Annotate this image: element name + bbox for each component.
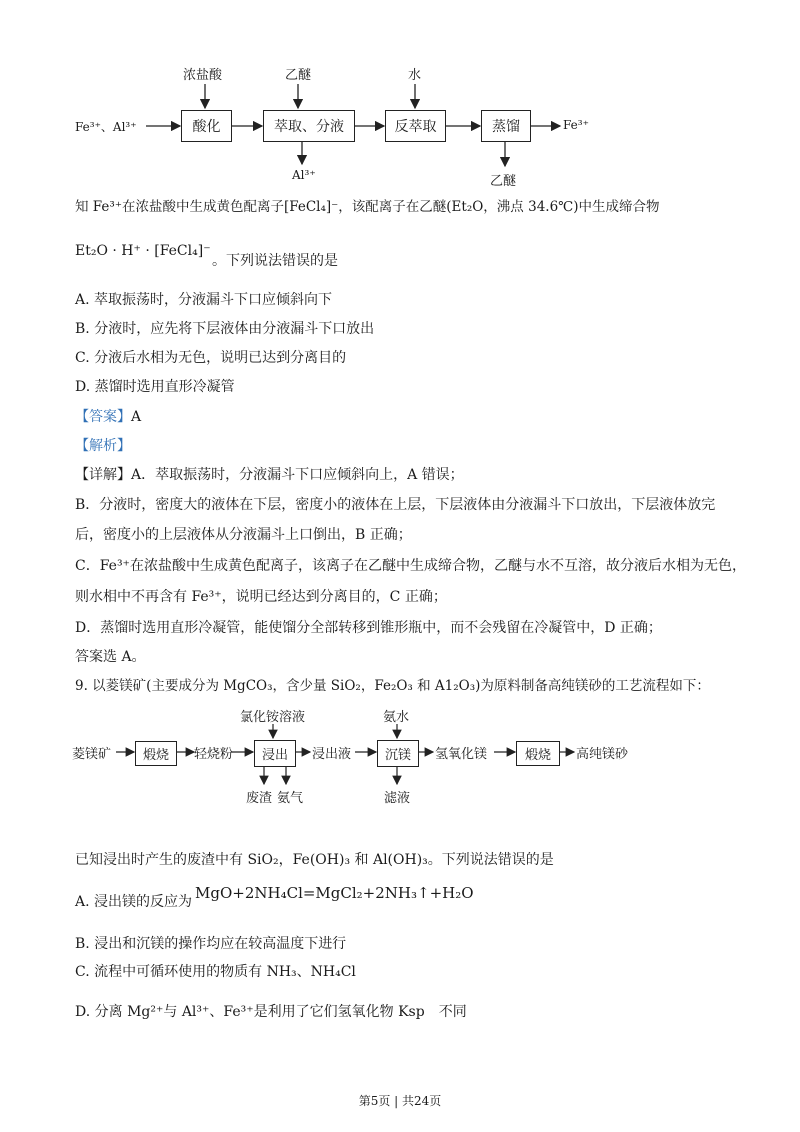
- flow1-right-label: Fe³⁺: [563, 118, 589, 132]
- flow2-output-filtrate: 滤液: [384, 791, 411, 806]
- explanation-line-4: C．Fe³⁺在浓盐酸中生成黄色配离子，该离子在乙醚中生成缔合物，乙醚与水不互溶，故分液后水相为无色，: [75, 558, 746, 574]
- flow2-mid-3: 氢氧化镁: [435, 747, 488, 762]
- flow2-box-calcine-1: 煅烧: [135, 741, 177, 766]
- q9-known: 已知浸出时产生的废渣中有 SiO₂，Fe(OH)₃ 和 Al(OH)₃。下列说法错误的是: [75, 852, 554, 868]
- analysis-label: 【解析】: [75, 438, 131, 454]
- flow1-input-water: 水: [408, 68, 422, 83]
- flow2-box-leach: 浸出: [254, 740, 296, 767]
- flow1-input-ether: 乙醚: [285, 68, 312, 83]
- q8-formula: Et₂O · H⁺ · [FeCl₄]⁻: [75, 243, 211, 259]
- q8-answer-line: [75, 408, 141, 426]
- flow1-box-distill: 蒸馏: [481, 110, 531, 142]
- answer-label: 【答案】: [75, 409, 131, 425]
- explanation-line-1: 【详解】A．萃取振荡时，分液漏斗下口应倾斜向上，A 错误；: [75, 467, 464, 483]
- flow1-box-extract: 萃取、分液: [263, 110, 355, 142]
- q9-option-a-prefix: A. 浸出镁的反应为: [75, 894, 193, 910]
- flow2-box-calcine-2: 煅烧: [516, 741, 560, 766]
- flow2-input-ammonia: 氨水: [383, 710, 410, 725]
- q8-option-b: B. 分液时，应先将下层液体由分液漏斗下口放出: [75, 321, 375, 337]
- explanation-line-5: 则水相中不再含有 Fe³⁺，说明已经达到分离目的，C 正确；: [75, 589, 447, 605]
- explanation-line-6: D．蒸馏时选用直形冷凝管，能使馏分全部转移到锥形瓶中，而不会残留在冷凝管中，D 正确；: [75, 620, 662, 636]
- q8-option-d: D. 蒸馏时选用直形冷凝管: [75, 379, 235, 395]
- explanation-line-3: 后，密度小的上层液体从分液漏斗上口倒出，B 正确；: [75, 527, 412, 543]
- q9-option-d: D. 分离 Mg²⁺与 Al³⁺、Fe³⁺是利用了它们氢氧化物 Ksp 不同: [75, 1004, 467, 1020]
- flow1-output-ether: 乙醚: [490, 174, 517, 189]
- explanation-line-2: B．分液时，密度大的液体在下层，密度小的液体在上层，下层液体由分液漏斗下口放出，下层液体放完: [75, 497, 716, 513]
- q9-stem: 9. 以菱镁矿(主要成分为 MgCO₃，含少量 SiO₂，Fe₂O₃ 和 A1₂O₃)为原料制备高纯镁砂的工艺流程如下：: [75, 678, 710, 694]
- q9-option-b: B. 浸出和沉镁的操作均应在较高温度下进行: [75, 936, 347, 952]
- flow1-box-acidify: 酸化: [181, 110, 232, 142]
- q8-option-a: A. 萃取振荡时，分液漏斗下口应倾斜向下: [75, 292, 333, 308]
- q8-question-tail: 。下列说法错误的是: [212, 253, 338, 269]
- answer-value: A: [131, 409, 142, 425]
- flow2-box-precipitate: 沉镁: [377, 740, 419, 767]
- flow2-mid-1: 轻烧粉: [194, 747, 234, 762]
- flow2-start: 菱镁矿: [72, 747, 112, 762]
- flow1-output-al: Al³⁺: [292, 168, 316, 182]
- flow2-end: 高纯镁砂: [576, 747, 629, 762]
- flow2-mid-2: 浸出液: [312, 747, 352, 762]
- q8-known-text: 知 Fe³⁺在浓盐酸中生成黄色配离子[FeCl₄]⁻，该配离子在乙醚(Et₂O，沸点 34.6℃)中生成缔合物: [75, 199, 660, 215]
- q8-option-c: C. 分液后水相为无色，说明已达到分离目的: [75, 350, 347, 366]
- q9-option-c: C. 流程中可循环使用的物质有 NH₃、NH₄Cl: [75, 964, 356, 980]
- explanation-line-7: 答案选 A。: [75, 649, 146, 665]
- q9-option-a-equation: MgO+2NH₄Cl=MgCl₂+2NH₃↑+H₂O: [195, 884, 474, 902]
- flow1-arrows: [0, 0, 800, 200]
- flow2-output-residue: 废渣: [246, 791, 273, 806]
- flow2-input-nh4cl: 氯化铵溶液: [240, 710, 306, 725]
- page-footer: 第5页 | 共24页: [358, 1094, 442, 1108]
- flow1-input-hcl: 浓盐酸: [183, 68, 223, 83]
- flow1-box-back-extract: 反萃取: [385, 110, 446, 142]
- flow2-output-nh3: 氨气: [277, 791, 304, 806]
- flow1-left-label: Fe³⁺、Al³⁺: [75, 120, 137, 134]
